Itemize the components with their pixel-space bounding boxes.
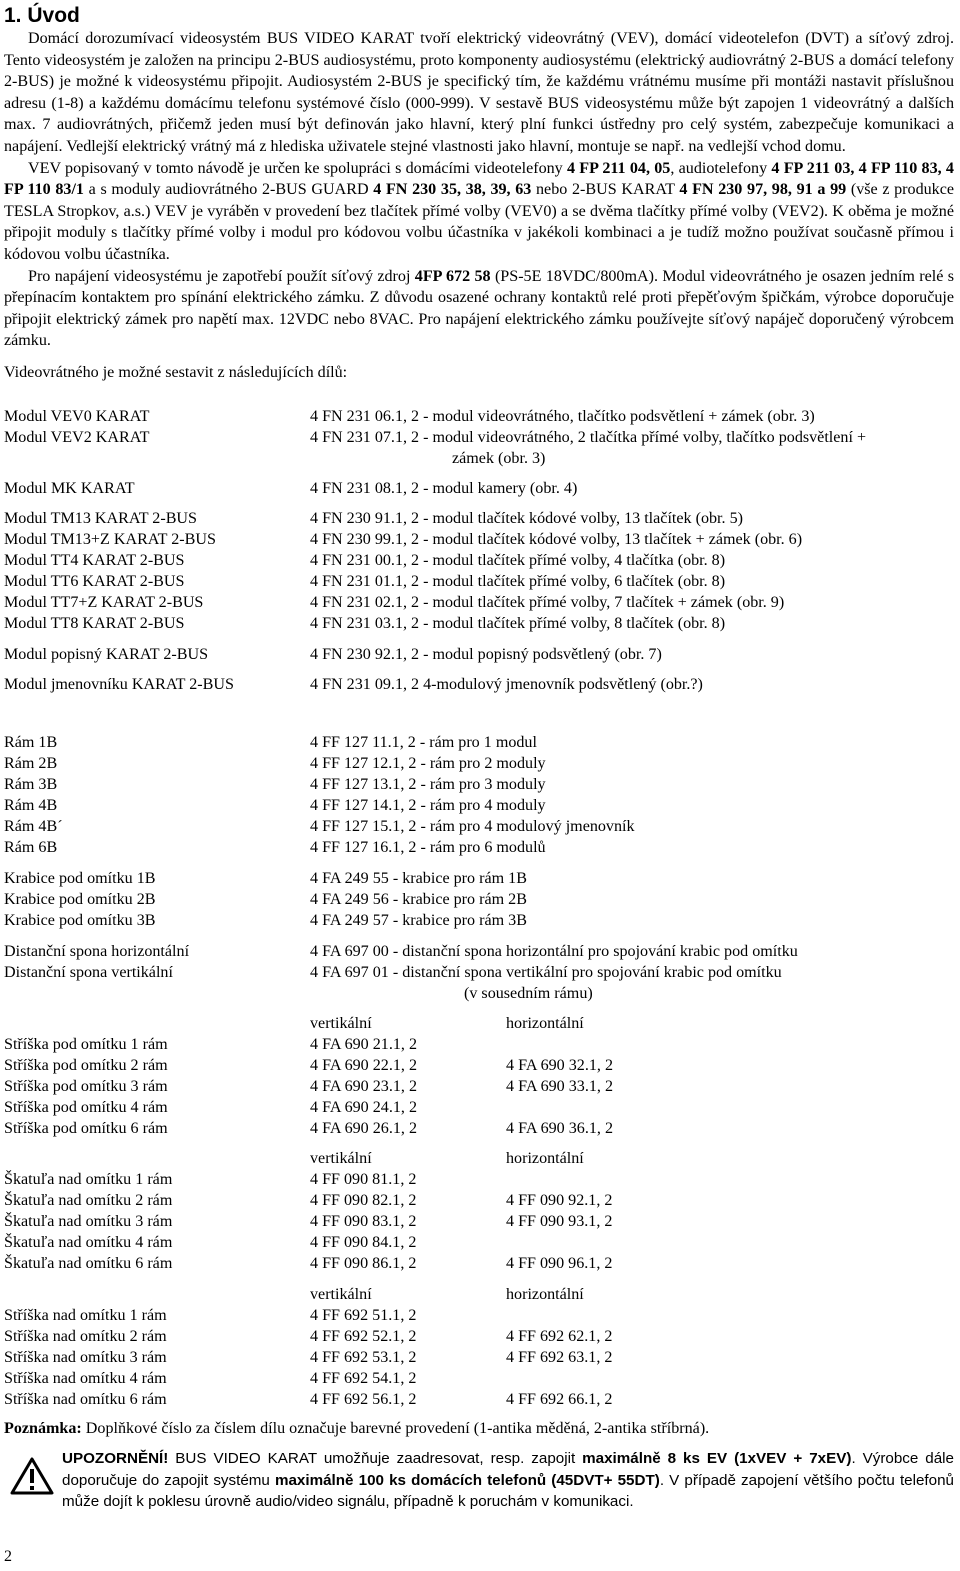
document-page: 1. Úvod Domácí dorozumívací videosystém BUS VIDEO KARAT tvoří elektrický videovrátný (VEV), domácí videotelefon (DVT) a síťový zdroj. Tento videosystém je založen na principu 2-BUS audiosystému, proto komponenty audiosystému (elektrický audiovrátný 2-BUS a domácí telefony 2-BUS) je možné k videosystému připojit. Audiosystém 2-BUS je specifický tím, že každému vrátnému musíme při montáži nastavit příslušnou adresu (1-8) a každému domácímu telefonu systémové číslo (000-999). V sestavě BUS videosystému může být zapojen 1 videovrátný a dalších max. 7 audiovrátných, přičemž jeden musí být definován jako hlavní, který plní funkci ústředny pro celý systém, zabezpečuje komunikaci a napájení. Vedlejší elektrický vrátný má z hlediska uživatele stejné vlastnosti jako hlavní, montuje se např. na vedlejší vchod domu. VEV popisovaný v tomto návodě je určen ke spolupráci s domácími videotelefony 4 FP 211 04, 05, audiotelefony 4 FP 211 03, 4 FP 110 83, 4 FP 110 83/1 a s moduly audiovrátného 2-BUS GUARD 4 FN 230 35, 38, 39, 63 nebo 2-BUS KARAT 4 FN 230 97, 98, 91 a 99 (vše z produkce TESLA Stropkov, a.s.) VEV je vyráběn v provedení bez tlačítek přímé volby (VEV0) a se dvěma tlačítky přímé volby (VEV2). K oběma je možné připojit moduly s tlačítky přímé volby i modul pro kódovou volbu účastníka v jakékoli kombinaci a je tudíž možno používat současně přímou i kódovou volbu účastníka. Pro napájení videosystému je zapotřebí použít síťový zdroj 4FP 672 58 (PS-5E 18VDC/800mA). Modul videovrátného je osazen jedním relé s přepínacím kontaktem pro spínání elektrického zámku. Z důvodu osazené ochrany kontaktů relé proti přepěťovým špičkám, výrobce doporučuje připojit elektrický zámek pro napětí max. 12VDC nebo 8VAC. Pro napájení elektrického zámku používejte síťový napáječ doporučený výrobcem zámku. Videovrátného je možné sestavit z následujících dílů: Modul VEV0 KARAT 4 FN 231 06.1, 2 - modul videovrátného, tlačítko podsvětlení + zámek (obr. 3) Modul VEV2 KARAT 4 FN 231 07.1, 2 - modul videovrátného, 2 tlačítka přímé volby, tlačítko podsvětlení + zámek (obr. 3) Modul MK KARAT 4 FN 231 08.1, 2 - modul kamery (obr. 4) Modul TM13 KARAT 2-BUS 4 FN 230 91.1, 2 - modul tlačítek kódové volby, 13 tlačítek (obr. 5) Modul TM13+Z KARAT 2-BUS 4 FN 230 99.1, 2 - modul tlačítek kódové volby, 13 tlačítek + zámek (obr. 6) Modul TT4 KARAT 2-BUS 4 FN 231 00.1, 2 - modul tlačítek přímé volby, 4 tlačítka (obr. 8) Modul TT6 KARAT 2-BUS 4 FN 231 01.1, 2 - modul tlačítek přímé volby, 6 tlačítek (obr. 8) Modul TT7+Z KARAT 2-BUS 4 FN 231 02.1, 2 - modul tlačítek přímé volby, 7 tlačítek + zámek (obr. 9) Modul TT8 KARAT 2-BUS 4 FN 231 03.1, 2 - modul tlačítek přímé volby, 8 tlačítek (obr. 8) Modul popisný KARAT 2-BUS 4 FN 230 92.1, 2 - modul popisný podsvětlený (obr. 7) Modul jmenovníku KARAT 2-BUS 4 FN 231 09.1, 2 4-modulový jmenovník podsvětlený (obr.?) Rám 1B 4 FF 127 11.1, 2 - rám pro 1 modul Rám 2B 4 FF 127 12.1, 2 - rám pro 2 moduly Rám 3B 4 FF 127 13.1, 2 - rám pro 3 moduly Rám 4B 4 FF 127 14.1, 2 - rám pro 4 moduly Rám 4B´ 4 FF 127 15.1, 2 - rám pro 4 modulový jmenovník Rám 6B 4 FF 127 16.1, 2 - rám pro 6 modulů Krabice pod omítku 1B 4 FA 249 55 - krabice pro rám 1B Krabice pod omítku 2B 4 FA 249 56 - krabice pro rám 2B Krabice pod omítku 3B 4 FA 249 57 - krabice pro rám 3B Distanční spona horizontální 4 FA 697 00 - distanční spona horizontální pro spojování krabic pod omítku Distanční spona vertikální 4 FA 697 01 - distanční spona vertikální pro spojování krabic pod omítku (v sousedním rámu) vertikální horizontální Stříška pod omítku 1 rám 4 FA 690 21.1, 2 Stříška pod omítku 2 rám 4 FA 690 22.1, 2 4 FA 690 32.1, 2 Stříška pod omítku 3 rám 4 FA 690 23.1, 2 4 FA 690 33.1, 2 Stříška pod omítku 4 rám 4 FA 690 24.1, 2 Stříška pod omítku 6 rám 4 FA 690 26.1, 2 4 FA 690 36.1, 2 vertikální horizontální Škatuľa nad omítku 1 rám 4 FF 090 81.1, 2 Škatuľa nad omítku 2 rám 4 FF 090 82.1, 2 4 FF 090 92.1, 2 Škatuľa nad omítku 3 rám 4 FF 090 83.1, 2 4 FF 090 93.1, 2 Škatuľa nad omítku 4 rám 4 FF 090 84.1, 2 Škatuľa nad omítku 6 rám 4 FF 090 86.1, 2 4 FF 090 96.1, 2 vertikální horizontální Stříška nad omítku 1 rám 4 FF 692 51.1, 2 Stříška nad omítku 2 rám 4 FF 692 52.1, 2 4 FF 692 62.1, 2 Stříška nad omítku 3 rám 4 FF 692 53.1, 2 4 FF 692 63.1, 2 Stříška nad omítku 4 rám 4 FF 692 54.1, 2 Stříška nad omítku 6 rám 4 FF 692 56.1, 2 4 FF 692 66.1, 2 Poznámka: Doplňkové číslo za číslem dílu označuje barevné provedení (1-antika měděná, 2-antika stříbrná). UPOZORNĚNÍ! BUS VIDEO KARAT umožňuje zaadresovat, resp. zapojit maximálně 8 ks EV (1xVEV + 7xEV). Výrobce dále doporučuje do zapojit systému maximálně 100 ks domácích telefonů (45DVT+ 55DT). V případě zapojení většího počtu telefonů může dojít k poklesu úrovně audio/video signálu, případně k poruchám v komunikaci. 2 [4,4,955,1565]
intro-paragraph-3: Pro napájení videosystému je zapotřebí použít síťový zdroj 4FP 672 58 (PS-5E 18VDC/800mA). Modul videovrátného je osazen jedním relé s přepínacím kontaktem pro spínání elektrického zámku. Z důvodu osazené ochrany kontaktů relé proti přepěťovým špičkám, výrobce doporučuje připojit elektrický zámek pro napětí max. 12VDC nebo 8VAC. Pro napájení elektrického zámku používejte síťový napáječ doporučený výrobcem zámku. [4,267,954,350]
parts-lead: Videovrátného je možné sestavit z následujících dílů: [4,363,348,381]
warning-icon [10,1456,54,1496]
note: Poznámka: Doplňkové číslo za číslem dílu označuje barevné provedení (1-antika měděná, 2-antika stříbrná). [4,1420,710,1437]
warning-text: UPOZORNĚNÍ! BUS VIDEO KARAT umožňuje zaadresovat, resp. zapojit maximálně 8 ks EV (1xVEV + 7xEV). Výrobce dále doporučuje do zapojit systému maximálně 100 ks domácích telefonů (45DVT+ 55DT). V případě zapojení většího počtu telefonů může dojít k poklesu úrovně audio/video signálu, případně k poruchám v komunikaci. [62,1450,954,1510]
section-heading: 1. Úvod [4,4,80,27]
page-number: 2 [4,1548,12,1565]
intro-paragraph-2: VEV popisovaný v tomto návodě je určen ke spolupráci s domácími videotelefony 4 FP 211 04, 05, audiotelefony 4 FP 211 03, 4 FP 110 83, 4 FP 110 83/1 a s moduly audiovrátného 2-BUS GUARD 4 FN 230 35, 38, 39, 63 nebo 2-BUS KARAT 4 FN 230 97, 98, 91 a 99 (vše z produkce TESLA Stropkov, a.s.) VEV je vyráběn v provedení bez tlačítek přímé volby (VEV0) a se dvěma tlačítky přímé volby (VEV2). K oběma je možné připojit moduly s tlačítky přímé volby i modul pro kódovou volbu účastníka v jakékoli kombinaci a je tudíž možno používat současně přímou i kódovou volbu účastníka. [4,159,955,263]
intro-paragraph-1: Domácí dorozumívací videosystém BUS VIDEO KARAT tvoří elektrický videovrátný (VEV), domácí videotelefon (DVT) a síťový zdroj. Tento videosystém je založen na principu 2-BUS audiosystému, proto komponenty audiosystému (elektrický audiovrátný 2-BUS a domácí telefony 2-BUS) je možné k videosystému připojit. Audiosystém 2-BUS je specifický tím, že každému vrátnému musíme při montáži nastavit příslušnou adresu (1-8) a každému domácímu telefonu systémové číslo (000-999). V sestavě BUS videosystému může být zapojen 1 videovrátný a dalších max. 7 audiovrátných, přičemž jeden musí být definován jako hlavní, který plní funkci ústředny pro celý systém, zabezpečuje komunikaci a napájení. Vedlejší elektrický vrátný má z hlediska uživatele stejné vlastnosti jako hlavní, montuje se např. na vedlejší vchod domu. [4,30,954,155]
intro-text [4,28,954,384]
